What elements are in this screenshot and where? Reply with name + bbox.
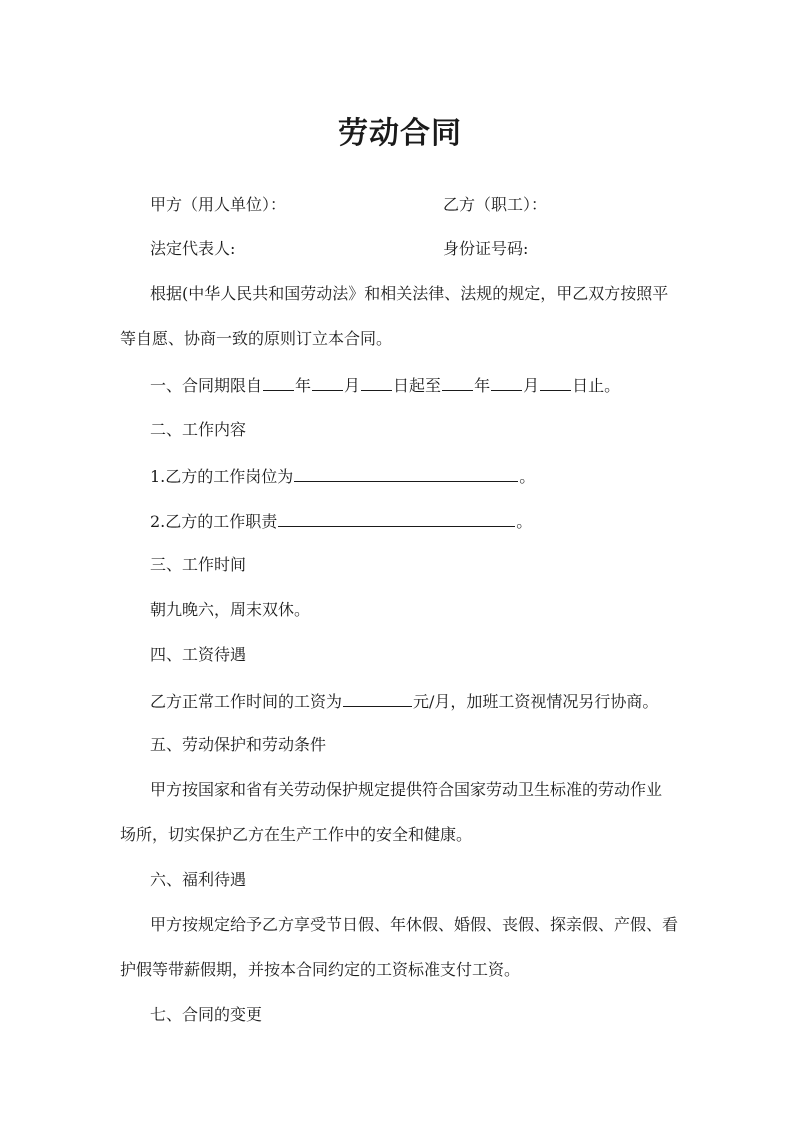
salary-clause <box>150 690 658 712</box>
term-year-label-1: 年 <box>295 376 312 395</box>
term-day-end-label: 日止。 <box>572 376 621 395</box>
section-5-heading: 五、劳动保护和劳动条件 <box>150 735 327 754</box>
term-month-label-1: 月 <box>344 376 361 395</box>
term-end-day-blank[interactable] <box>540 374 571 391</box>
term-prefix: 一、合同期限自 <box>150 376 263 395</box>
job-position-period: 。 <box>519 467 536 486</box>
party-b-label: 乙方（职工）： <box>443 195 548 214</box>
term-year-label-2: 年 <box>474 376 491 395</box>
section-3-heading: 三、工作时间 <box>150 555 247 574</box>
party-a-label: 甲方（用人单位）： <box>150 195 287 214</box>
id-number-label: 身份证号码: <box>443 239 529 258</box>
protection-line-2: 场所，切实保护乙方在生产工作中的安全和健康。 <box>120 825 473 844</box>
section-2-heading: 二、工作内容 <box>150 420 247 439</box>
contract-term-clause <box>150 374 620 396</box>
term-end-year-blank[interactable] <box>442 374 473 391</box>
section-6-heading: 六、福利待遇 <box>150 870 247 889</box>
job-position-blank[interactable] <box>294 465 518 482</box>
job-duties-label: 2.乙方的工作职责 <box>150 512 278 531</box>
protection-line-1: 甲方按国家和省有关劳动保护规定提供符合国家劳动卫生标准的劳动作业 <box>150 780 663 799</box>
section-7-heading: 七、合同的变更 <box>150 1005 263 1024</box>
term-day-to-label: 日起至 <box>393 376 442 395</box>
welfare-line-1: 甲方按规定给予乙方享受节日假、年休假、婚假、丧假、探亲假、产假、看 <box>150 915 679 934</box>
job-position-clause <box>150 465 535 487</box>
salary-label: 乙方正常工作时间的工资为 <box>150 692 343 711</box>
salary-suffix: 元/月，加班工资视情况另行协商。 <box>413 692 659 711</box>
job-duties-blank[interactable] <box>278 510 515 527</box>
job-duties-clause <box>150 510 532 532</box>
section-4-heading: 四、工资待遇 <box>150 645 247 664</box>
term-start-year-blank[interactable] <box>263 374 294 391</box>
work-hours-text: 朝九晚六，周末双休。 <box>150 600 311 619</box>
preamble-line-2: 等自愿、协商一致的原则订立本合同。 <box>120 329 393 348</box>
job-position-label: 1.乙方的工作岗位为 <box>150 467 294 486</box>
term-month-label-2: 月 <box>523 376 540 395</box>
term-end-month-blank[interactable] <box>491 374 522 391</box>
job-duties-period: 。 <box>516 512 533 531</box>
salary-amount-blank[interactable] <box>343 690 412 707</box>
document-title: 劳动合同 <box>338 116 462 151</box>
preamble-line-1: 根据(中华人民共和国劳动法》和相关法律、法规的规定，甲乙双方按照平 <box>150 284 669 303</box>
welfare-line-2: 护假等带薪假期，并按本合同约定的工资标准支付工资。 <box>120 960 521 979</box>
term-start-day-blank[interactable] <box>361 374 392 391</box>
term-start-month-blank[interactable] <box>312 374 343 391</box>
legal-representative-label: 法定代表人: <box>150 239 236 258</box>
